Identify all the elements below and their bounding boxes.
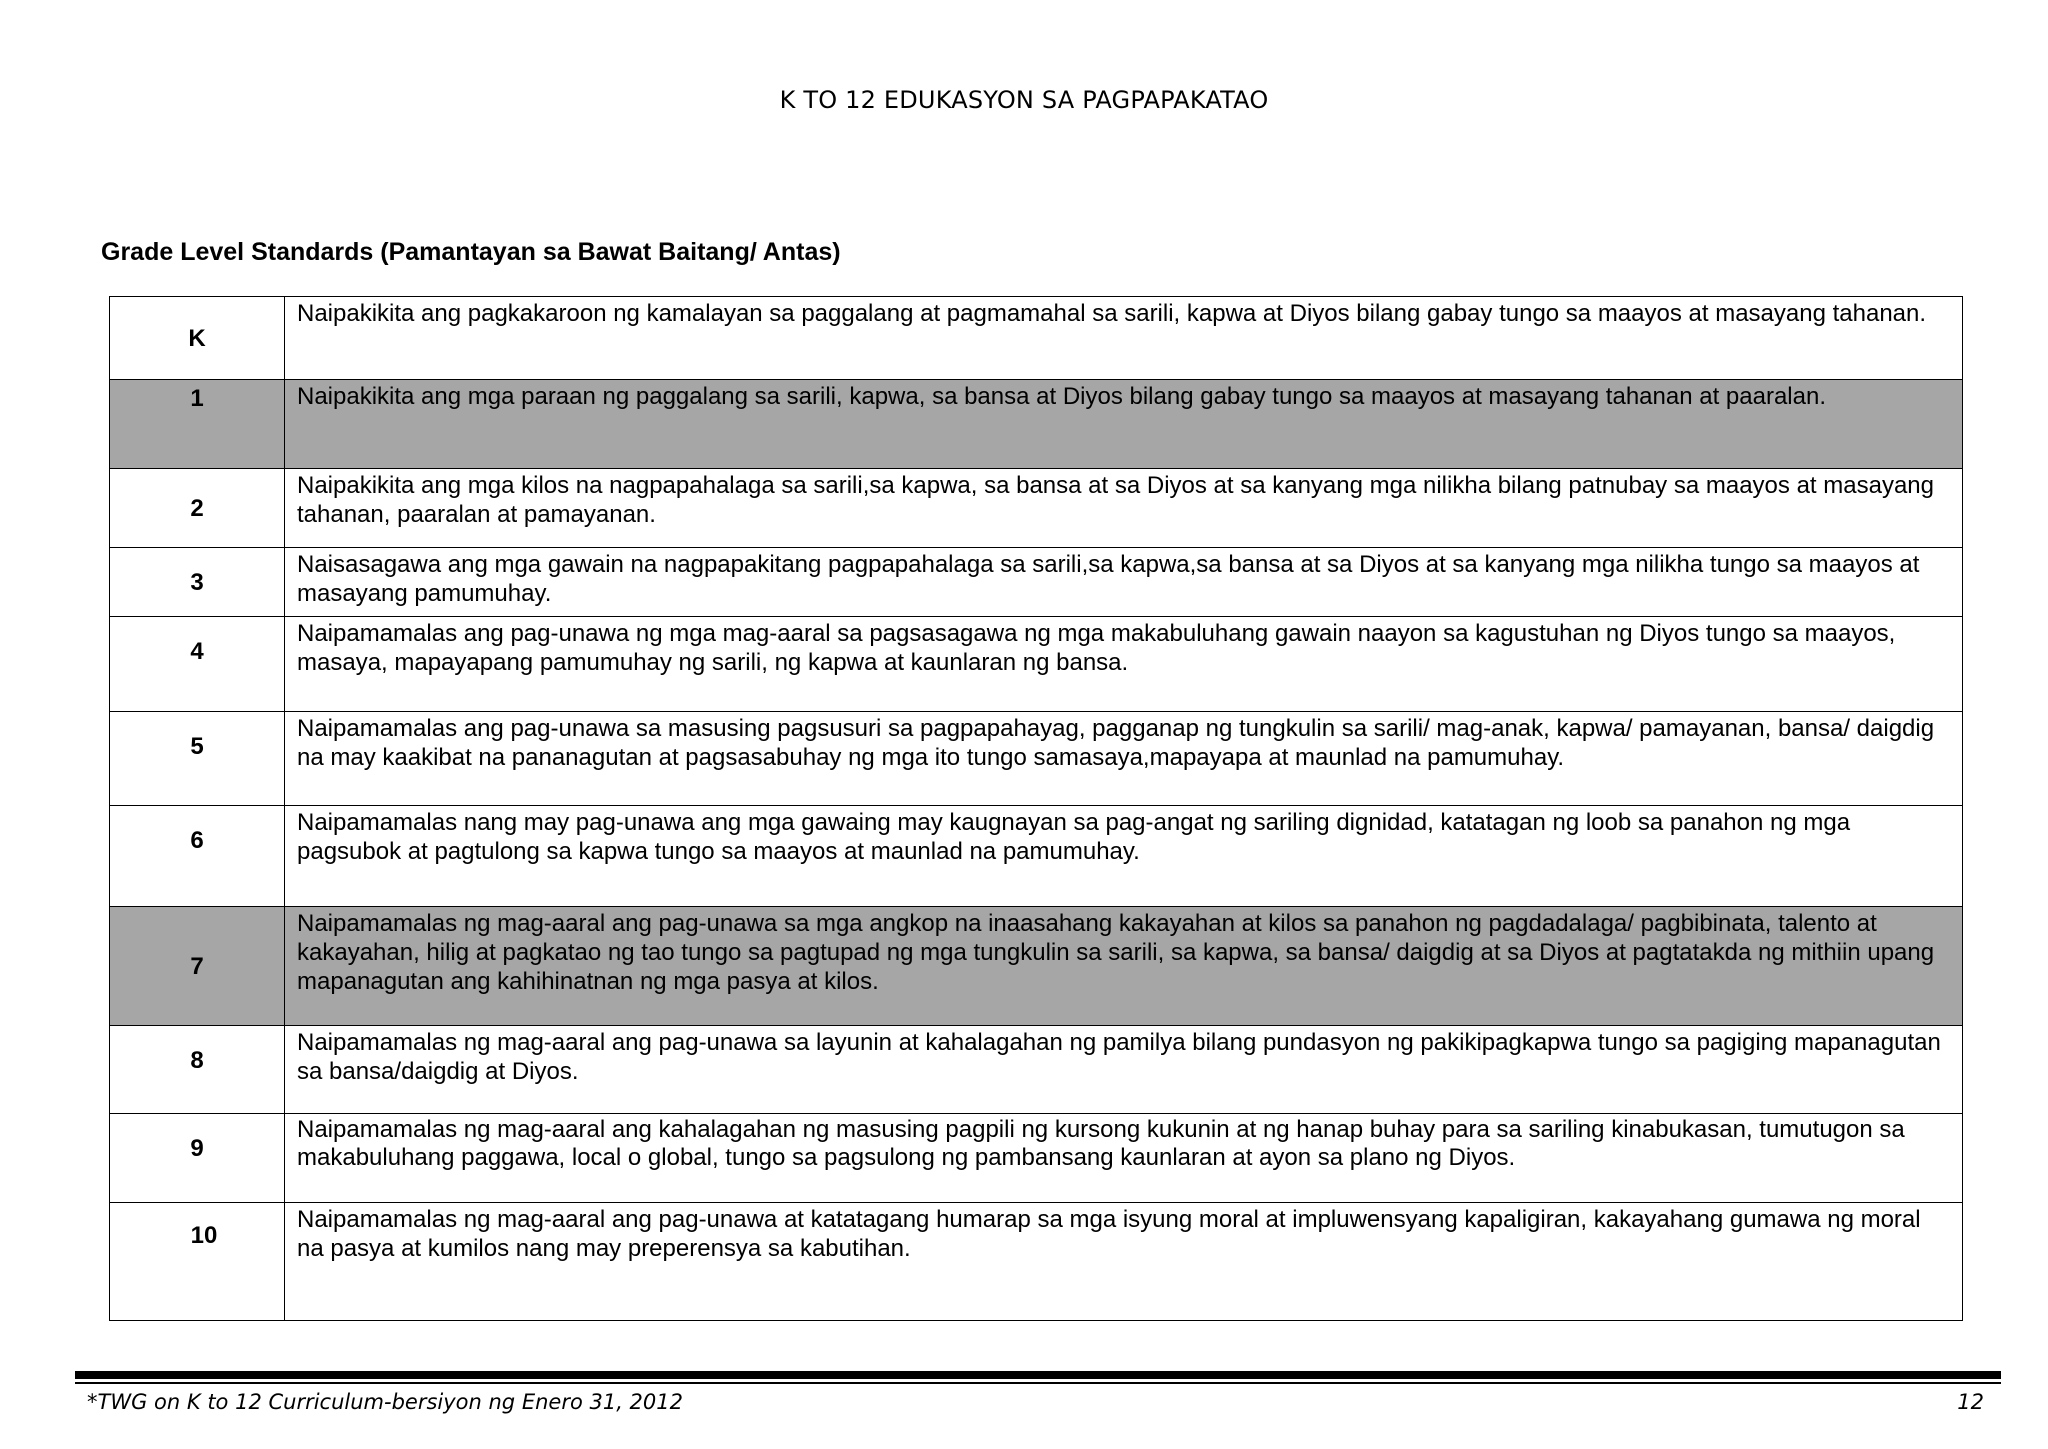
document-header: K TO 12 EDUKASYON SA PAGPAPAKATAO — [779, 86, 1269, 114]
grade-cell: 10 — [110, 1203, 285, 1321]
standard-text-cell: Naipamamalas ang pag-unawa ng mga mag-aaral sa pagsasagawa ng mga makabuluhang gawain naayon sa kagustuhan ng Diyos tungo sa maayos, masaya, mapayapang pamumuhay ng sarili, ng kapwa at kaunlaran ng bansa. — [285, 617, 1963, 712]
table-row — [110, 806, 1963, 907]
standard-text-cell: Naipamamalas ng mag-aaral ang kahalagahan ng masusing pagpili ng kursong kukunin at ng hanap buhay para sa sariling kinabukasan, tumutugon sa makabuluhang paggawa, local o global, tungo sa pagsulong ng pambansang kaunlaran at ayon sa plano ng Diyos. — [285, 1114, 1963, 1203]
grade-cell: K — [110, 297, 285, 380]
standard-text-cell: Naipakikita ang pagkakaroon ng kamalayan sa paggalang at pagmamahal sa sarili, kapwa at Diyos bilang gabay tungo sa maayos at masayang tahanan. — [285, 297, 1963, 380]
grade-cell: 9 — [110, 1114, 285, 1203]
standard-text-cell: Naipakikita ang mga paraan ng paggalang sa sarili, kapwa, sa bansa at Diyos bilang gabay tungo sa maayos at masayang tahanan at paaralan. — [285, 380, 1963, 469]
standard-text-cell: Naipamamalas ng mag-aaral ang pag-unawa sa mga angkop na inaasahang kakayahan at kilos sa panahon ng pagdadalaga/ pagbibinata, talento at kakayahan, hilig at pagkatao ng tao tungo sa pagtupad ng mga tungkulin sa sarili, sa kapwa, sa bansa/ daigdig at sa Diyos at pagtatakda ng mithiin upang mapanagutan ang kahihinatnan ng mga pasya at kilos. — [285, 907, 1963, 1026]
grade-cell: 7 — [110, 907, 285, 1026]
standard-text-cell: Naipamamalas ang pag-unawa sa masusing pagsusuri sa pagpapahayag, pagganap ng tungkulin sa sarili/ mag-anak, kapwa/ pamayanan, bansa/ daigdig na may kaakibat na pananagutan at pagsasabuhay ng mga ito tungo samasaya,mapayapa at maunlad na pamumuhay. — [285, 712, 1963, 806]
table-row — [110, 380, 1963, 469]
standard-text-cell: Naisasagawa ang mga gawain na nagpapakitang pagpapahalaga sa sarili,sa kapwa,sa bansa at sa Diyos at sa kanyang mga nilikha tungo sa maayos at masayang pamumuhay. — [285, 548, 1963, 617]
standard-text-cell: Naipakikita ang mga kilos na nagpapahalaga sa sarili,sa kapwa, sa bansa at sa Diyos at sa kanyang mga nilikha bilang patnubay sa maayos at masayang tahanan, paaralan at pamayanan. — [285, 469, 1963, 548]
footer-rule — [75, 1371, 2001, 1379]
grade-cell: 4 — [110, 617, 285, 712]
grade-level-standards-table — [109, 296, 1963, 1321]
table-row — [110, 907, 1963, 1026]
grade-cell: 2 — [110, 469, 285, 548]
table-row — [110, 297, 1963, 380]
grade-cell: 1 — [110, 380, 285, 469]
table-row — [110, 469, 1963, 548]
table-row — [110, 548, 1963, 617]
section-title: Grade Level Standards (Pamantayan sa Bawat Baitang/ Antas) — [101, 238, 841, 266]
grade-cell: 8 — [110, 1026, 285, 1114]
standard-text-cell: Naipamamalas ng mag-aaral ang pag-unawa at katatagang humarap sa mga isyung moral at impluwensyang kapaligiran, kakayahang gumawa ng moral na pasya at kumilos nang may preperensya sa kabutihan. — [285, 1203, 1963, 1321]
table-row — [110, 1203, 1963, 1321]
table-row — [110, 1114, 1963, 1203]
grade-cell: 5 — [110, 712, 285, 806]
table-row — [110, 1026, 1963, 1114]
footer-rule-thin — [75, 1382, 2001, 1384]
standard-text-cell: Naipamamalas nang may pag-unawa ang mga gawaing may kaugnayan sa pag-angat ng sariling dignidad, katatagan ng loob sa panahon ng mga pagsubok at pagtulong sa kapwa tungo sa maayos at maunlad na pamumuhay. — [285, 806, 1963, 907]
table-row — [110, 712, 1963, 806]
grade-cell: 3 — [110, 548, 285, 617]
table-row — [110, 617, 1963, 712]
grade-cell: 6 — [110, 806, 285, 907]
page-number: 12 — [1957, 1390, 1984, 1414]
footer-note: *TWG on K to 12 Curriculum-bersiyon ng Enero 31, 2012 — [87, 1390, 683, 1414]
standard-text-cell: Naipamamalas ng mag-aaral ang pag-unawa sa layunin at kahalagahan ng pamilya bilang pundasyon ng pakikipagkapwa tungo sa pagiging mapanagutan sa bansa/daigdig at Diyos. — [285, 1026, 1963, 1114]
